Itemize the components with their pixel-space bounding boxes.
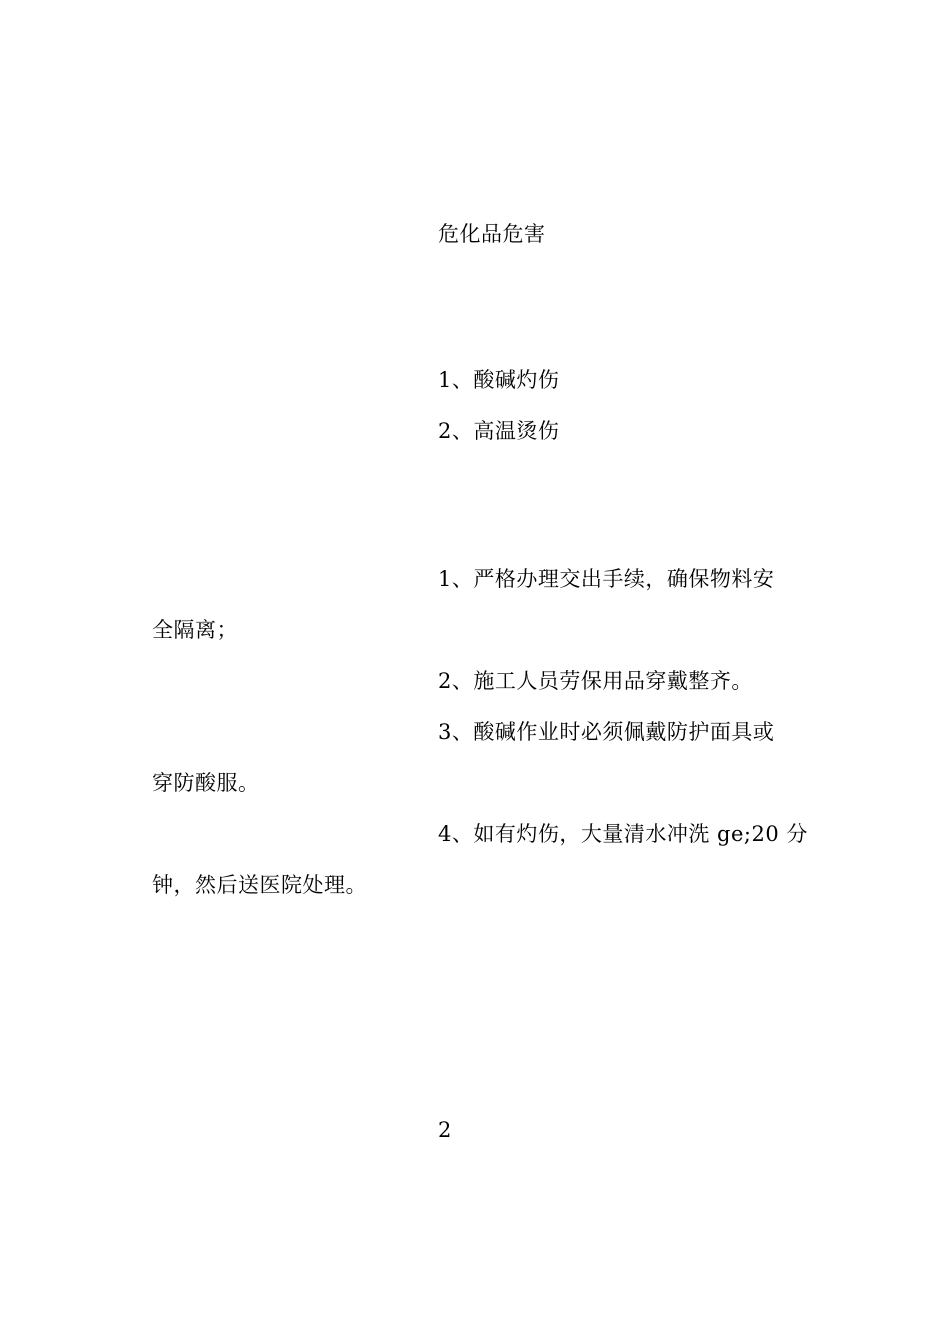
measure-item-2-line-1: 2、施工人员劳保用品穿戴整齐。 [438, 669, 753, 693]
measure-item-4-line-1: 4、如有灼伤，大量清水冲洗 ge;20 分 [438, 822, 808, 846]
page-number: 2 [438, 1118, 452, 1142]
measure-item-1-line-2: 全隔离； [152, 618, 238, 642]
section-heading: 危化品危害 [438, 222, 546, 246]
hazard-item-1: 1、酸碱灼伤 [438, 368, 560, 392]
measure-item-1-line-1: 1、严格办理交出手续，确保物料安 [438, 567, 775, 591]
hazard-item-2: 2、高温烫伤 [438, 419, 560, 443]
measure-item-3-line-1: 3、酸碱作业时必须佩戴防护面具或 [438, 720, 775, 744]
measure-item-4-line-2: 钟，然后送医院处理。 [152, 873, 367, 897]
measure-item-3-line-2: 穿防酸服。 [152, 771, 260, 795]
